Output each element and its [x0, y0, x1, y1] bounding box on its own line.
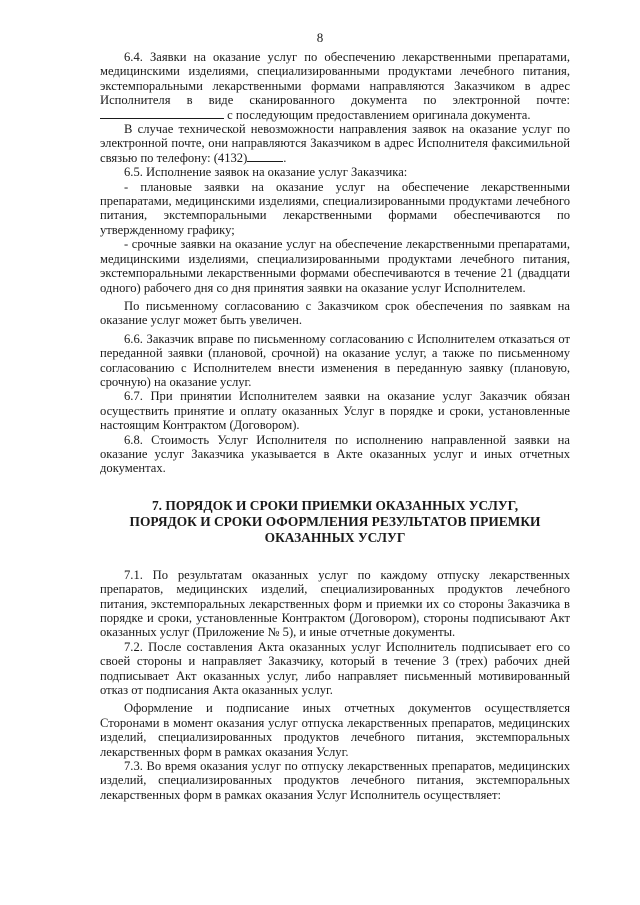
- clause-6-4-tail: с последующим предоставлением оригинала документа.: [227, 107, 531, 122]
- clause-6-5-urgent: - срочные заявки на оказание услуг на обеспечение лекарственными препаратами, медицинскими изделиями, специализированными продуктами лечебного питания, экстемпоральными лекарственными формами обеспечиваются в течение 21 (двадцати одного) рабочего дня со дня принятия заявки на оказание услуг Исполнителем.: [100, 237, 570, 295]
- clause-6-8: 6.8. Стоимость Услуг Исполнителя по исполнению направленной заявки на оказание услуг Заказчика указывается в Акте оказанных услуг и иных отчетных документах.: [100, 432, 570, 476]
- clause-6-4-fax: В случае технической невозможности направления заявок на оказание услуг по электронной почте, они направляются Заказчиком в адрес Исполнителя факсимильной связью по телефону: (4132) .: [100, 122, 570, 165]
- clause-7-3: 7.3. Во время оказания услуг по отпуску лекарственных препаратов, медицинских изделий, специализированных продуктов лечебного питания, экстемпоральных лекарственных форм в рамках оказания Услуг Исполнитель осуществляет:: [100, 759, 570, 802]
- email-blank-line: [100, 108, 224, 119]
- clause-7-2: 7.2. После составления Акта оказанных услуг Исполнитель подписывает его со своей стороны и направляет Заказчику, который в течение 3 (трех) рабочих дней подписывает Акт оказанных услуг, либо направляет письменный мотивированный отказ от подписания Акта оказанных услуг.: [100, 639, 570, 698]
- clause-6-7: 6.7. При принятии Исполнителем заявки на оказание услуг Заказчик обязан осуществить принятие и оплату оказанных Услуг в порядке и сроки, установленные настоящим Контрактом (Договором).: [100, 389, 570, 433]
- section-7-heading-line-2: ПОРЯДОК И СРОКИ ОФОРМЛЕНИЯ РЕЗУЛЬТАТОВ ПРИЕМКИ: [129, 513, 541, 529]
- page-number: 8: [316, 30, 324, 45]
- section-7-heading-line-1: 7. ПОРЯДОК И СРОКИ ПРИЕМКИ ОКАЗАННЫХ УСЛУГ,: [151, 497, 519, 513]
- section-7-heading: [100, 498, 570, 546]
- section-7-heading-line-3: ОКАЗАННЫХ УСЛУГ: [264, 529, 406, 545]
- clause-6-5: 6.5. Исполнение заявок на оказание услуг Заказчика:: [124, 165, 408, 180]
- document-body: [100, 50, 570, 802]
- clause-7-1: 7.1. По результатам оказанных услуг по каждому отпуску лекарственных препаратов, медицинских изделий, специализированных продуктов лечебного питания, экстемпоральных лекарственных форм и приемки их со стороны Заказчика в порядке и сроки, установленные Контрактом (Договором), стороны подписывают Акт оказанных услуг (Приложение № 5), и иные отчетные документы.: [100, 567, 570, 640]
- clause-6-5-planned: - плановые заявки на оказание услуг на обеспечение лекарственными препаратами, медицинскими изделиями, специализированными продуктами лечебного питания, экстемпоральными лекарственными формами обеспечиваются по утвержденному графику;: [100, 179, 570, 237]
- clause-6-4-fax-text: В случае технической невозможности направления заявок на оказание услуг по электронной почте, они направляются Заказчиком в адрес Исполнителя факсимильной связью по телефону: (4132): [100, 122, 570, 165]
- clause-6-5-extension: По письменному согласованию с Заказчиком срок обеспечения по заявкам на оказание услуг может быть увеличен.: [100, 298, 570, 328]
- clause-6-4-text: 6.4. Заявки на оказание услуг по обеспечению лекарственными препаратами, медицинскими изделиями, специализированными продуктами лечебного питания, экстемпоральными лекарственными формами направляются Заказчиком в адрес Исполнителя в виде сканированного документа по электронной почте:: [100, 50, 570, 108]
- phone-blank-line: [247, 151, 283, 162]
- clause-6-4: [100, 50, 570, 122]
- clause-6-6: 6.6. Заказчик вправе по письменному согласованию с Исполнителем отказаться от переданной заявки (плановой, срочной) на оказание услуг, а также по письменному согласованию с Исполнителем внести изменения в переданную заявку (плановую, срочную) на оказание услуг.: [100, 331, 570, 389]
- clause-7-2-other-docs: Оформление и подписание иных отчетных документов осуществляется Сторонами в момент оказания услуг отпуска лекарственных препаратов, медицинских изделий, специализированных продуктов лечебного питания, экстемпоральных лекарственных форм в рамках оказания Услуг.: [100, 701, 570, 759]
